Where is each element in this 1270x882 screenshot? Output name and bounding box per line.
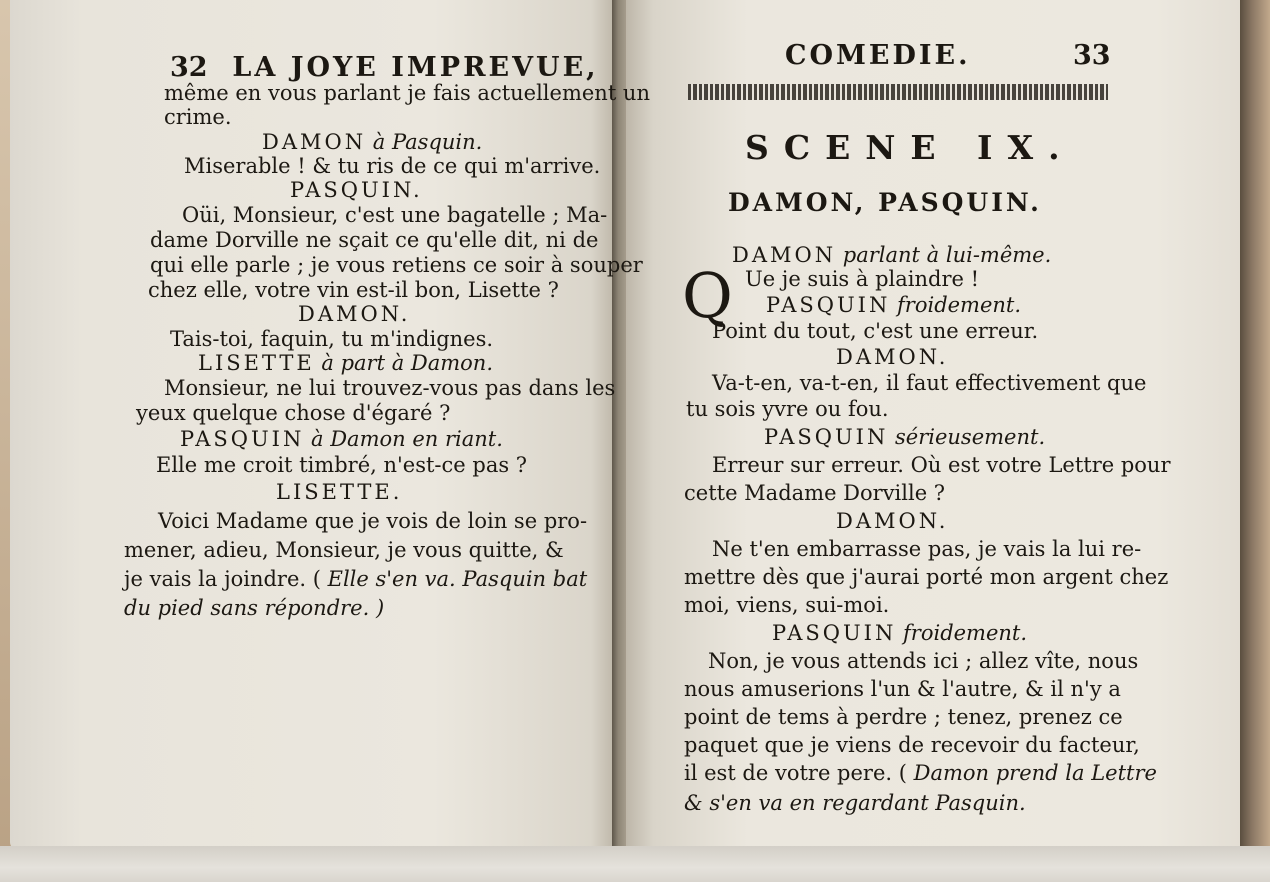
left-page-number: 32 — [170, 52, 208, 83]
stage-direction: parlant à lui-même. — [836, 243, 1052, 267]
text-line — [124, 595, 384, 621]
speaker-heading — [180, 426, 503, 452]
ornamental-rule — [688, 84, 1108, 100]
stage-direction: froidement. — [896, 621, 1028, 645]
speaker-name: PASQUIN. — [290, 178, 423, 202]
speaker-name: PASQUIN — [764, 425, 889, 449]
text-line — [712, 318, 1038, 344]
text-line — [164, 375, 615, 401]
text-line — [170, 326, 493, 352]
line-text: point de tems à perdre ; tenez, prenez ce — [684, 705, 1123, 729]
text-line — [684, 676, 1121, 702]
right-running-head — [785, 40, 971, 71]
line-text: Non, je vous attends ici ; allez vîte, nous — [708, 649, 1139, 673]
stage-direction: froidement. — [890, 293, 1022, 317]
text-line — [745, 266, 979, 292]
text-line — [150, 252, 643, 278]
text-line — [136, 400, 450, 426]
speaker-heading — [290, 177, 423, 203]
line-text: Miserable ! & tu ris de ce qui m'arrive. — [184, 154, 601, 178]
left-running-title: LA JOYE IMPREVUE, — [232, 52, 599, 83]
speaker-name: LISETTE — [198, 351, 315, 375]
text-line — [684, 704, 1123, 730]
line-text: Va-t-en, va-t-en, il faut effectivement que — [712, 371, 1147, 395]
line-text: tu sois yvre ou fou. — [686, 397, 889, 421]
text-line — [712, 536, 1141, 562]
speaker-heading — [836, 508, 948, 534]
speaker-name: LISETTE. — [276, 480, 403, 504]
speaker-heading — [766, 292, 1021, 318]
text-line — [684, 480, 945, 506]
line-text: je vais la joindre. ( — [124, 567, 321, 591]
speaker-heading — [198, 350, 493, 376]
text-line — [124, 566, 587, 592]
speaker-name: DAMON. — [836, 345, 949, 369]
stage-direction: & s'en va en regardant Pasquin. — [684, 791, 1026, 815]
line-text: cette Madame Dorville ? — [684, 481, 946, 505]
line-text: crime. — [164, 105, 232, 129]
speaker-heading — [836, 344, 948, 370]
text-line — [712, 452, 1171, 478]
line-text: Ne t'en embarrasse pas, je vais la lui re- — [712, 537, 1142, 561]
speaker-heading — [298, 301, 410, 327]
text-line — [164, 104, 232, 130]
right-page-number: 33 — [1073, 40, 1111, 71]
line-text: nous amuserions l'un & l'autre, & il n'y a — [684, 677, 1121, 701]
line-text: paquet que je viens de recevoir du facteur, — [684, 733, 1140, 757]
line-text: Erreur sur erreur. Où est votre Lettre pour — [712, 453, 1171, 477]
text-line — [684, 564, 1168, 590]
stage-direction: sérieusement. — [888, 425, 1046, 449]
stage-direction: à part à Damon. — [314, 351, 493, 375]
right-page-number-wrap — [1073, 40, 1111, 71]
stage-direction: à Pasquin. — [366, 130, 483, 154]
text-line — [182, 202, 607, 228]
text-line — [684, 760, 1157, 786]
scene-cast: DAMON, PASQUIN. — [728, 188, 1042, 217]
left-running-head — [170, 52, 599, 83]
line-text: Elle me croit timbré, n'est-ce pas ? — [156, 453, 528, 477]
text-line — [150, 227, 598, 253]
text-line — [158, 508, 587, 534]
stage-direction: à Damon en riant. — [304, 427, 503, 451]
text-line — [708, 648, 1138, 674]
text-line — [712, 370, 1146, 396]
table-surface — [0, 846, 1270, 882]
line-text: yeux quelque chose d'égaré ? — [136, 401, 451, 425]
speaker-heading — [732, 242, 1051, 268]
speaker-name: PASQUIN — [766, 293, 891, 317]
text-line — [684, 592, 889, 618]
stage-direction: Damon prend la Lettre — [906, 761, 1157, 785]
text-line — [184, 153, 600, 179]
line-text: Ue je suis à plaindre ! — [745, 267, 980, 291]
scene-title: SCENE IX. — [745, 128, 1075, 167]
text-line — [164, 80, 650, 106]
book-cover-edge — [1240, 0, 1270, 882]
line-text: Tais-toi, faquin, tu m'indignes. — [170, 327, 494, 351]
line-text: qui elle parle ; je vous retiens ce soir à souper — [150, 253, 643, 277]
line-text: Voici Madame que je vois de loin se pro- — [158, 509, 588, 533]
text-line — [148, 277, 559, 303]
stage-direction: du pied sans répondre. ) — [124, 596, 385, 620]
line-text: Monsieur, ne lui trouvez-vous pas dans les — [164, 376, 616, 400]
line-text: même en vous parlant je fais actuellement un — [164, 81, 650, 105]
speaker-heading — [276, 479, 402, 505]
speaker-name: DAMON — [262, 130, 367, 154]
line-text: chez elle, votre vin est-il bon, Lisette ? — [148, 278, 559, 302]
drop-capital: Q — [682, 259, 733, 332]
book-gutter — [612, 0, 626, 850]
line-text: mettre dès que j'aurai porté mon argent chez — [684, 565, 1169, 589]
speaker-name: PASQUIN — [180, 427, 305, 451]
speaker-name: PASQUIN — [772, 621, 897, 645]
line-text: Oüi, Monsieur, c'est une bagatelle ; Ma- — [182, 203, 608, 227]
text-line — [156, 452, 527, 478]
text-line — [686, 396, 889, 422]
speaker-name: DAMON. — [298, 302, 411, 326]
stage-direction: Elle s'en va. Pasquin bat — [320, 567, 588, 591]
speaker-heading — [772, 620, 1027, 646]
text-line — [684, 790, 1026, 816]
speaker-name: DAMON. — [836, 509, 949, 533]
speaker-heading — [262, 129, 482, 155]
line-text: dame Dorville ne sçait ce qu'elle dit, ni de — [150, 228, 599, 252]
line-text: moi, viens, sui-moi. — [684, 593, 890, 617]
line-text: il est de votre pere. ( — [684, 761, 907, 785]
line-text: Point du tout, c'est une erreur. — [712, 319, 1039, 343]
line-text: mener, adieu, Monsieur, je vous quitte, & — [124, 538, 564, 562]
speaker-name: DAMON — [732, 243, 837, 267]
text-line — [684, 732, 1140, 758]
speaker-heading — [764, 424, 1045, 450]
text-line — [124, 537, 564, 563]
right-running-title: COMEDIE. — [785, 40, 971, 71]
